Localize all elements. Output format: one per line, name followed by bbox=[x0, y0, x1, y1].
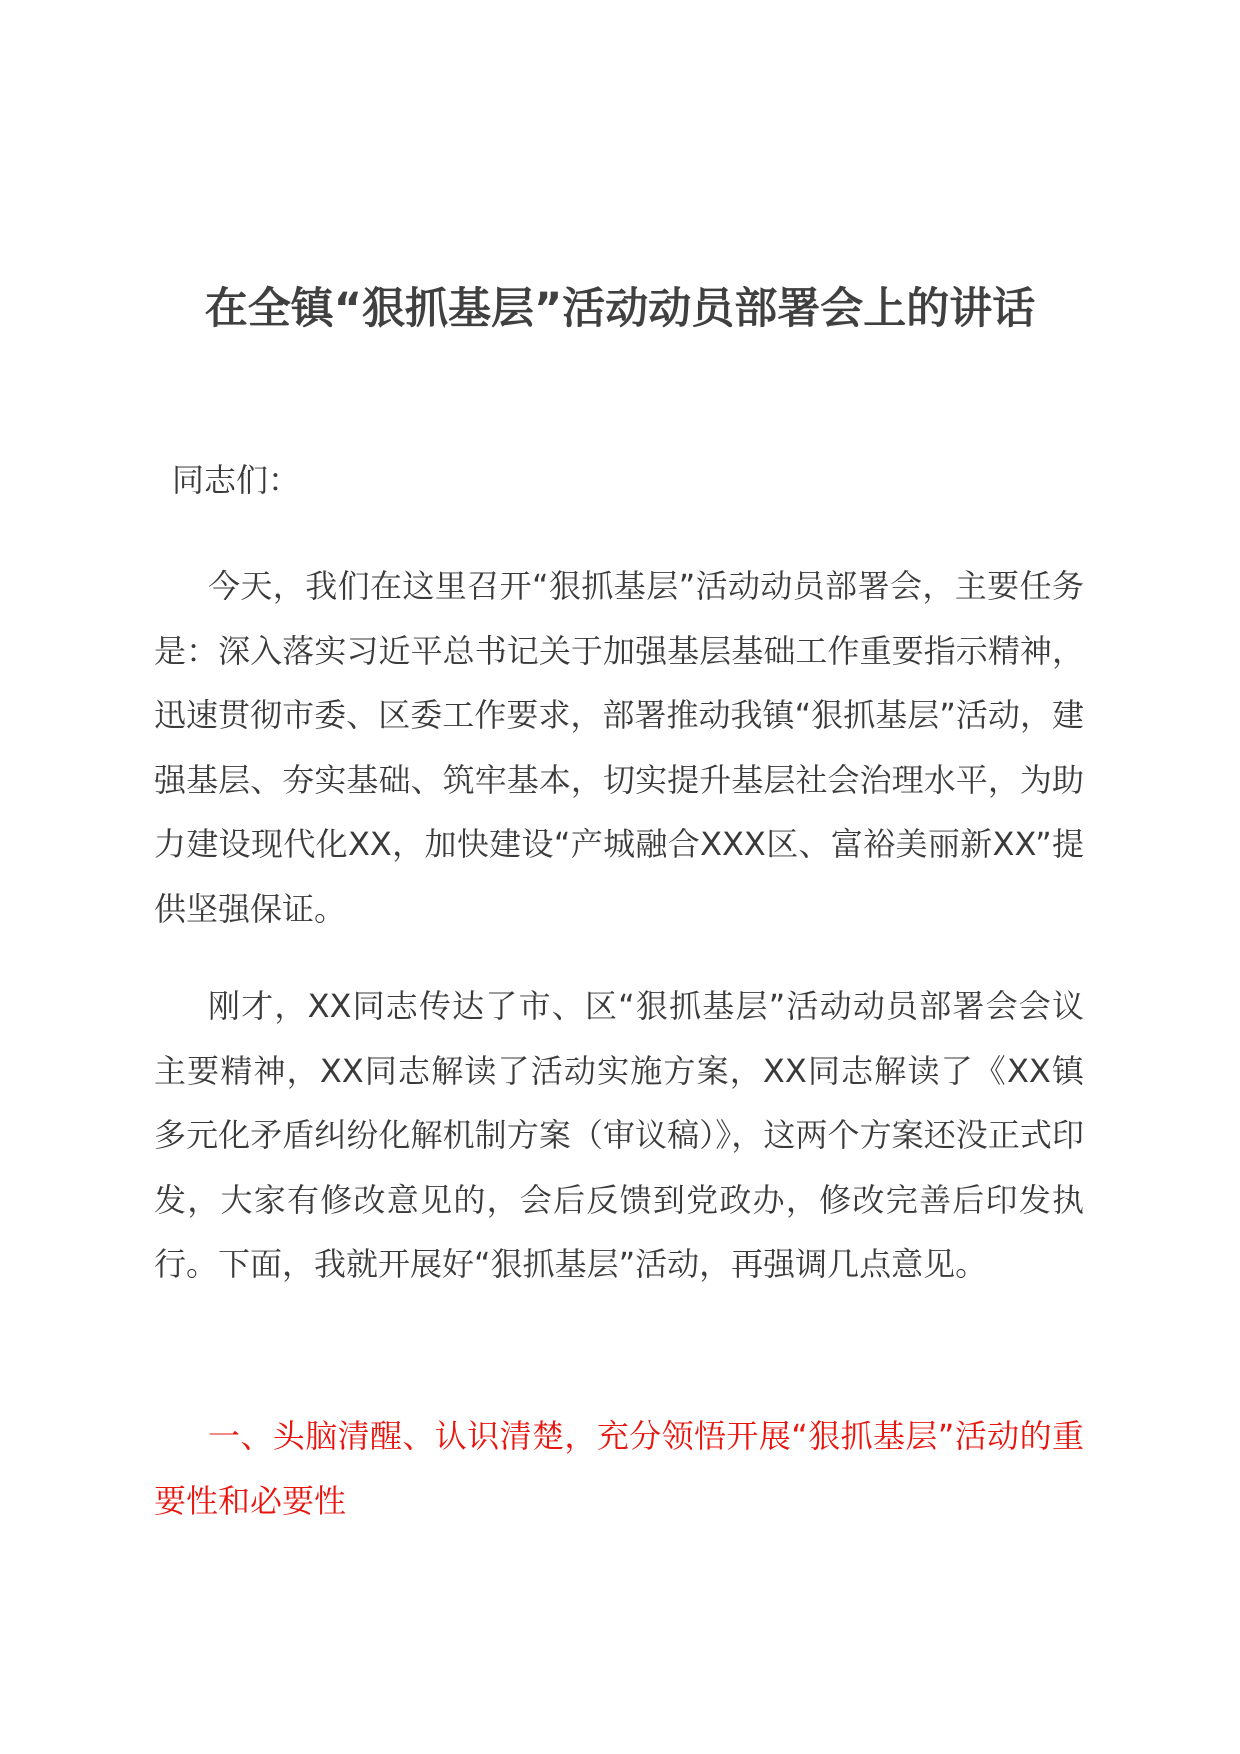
document-title: 在全镇“狠抓基层”活动动员部署会上的讲话 bbox=[204, 284, 1036, 334]
paragraph-intro: 今天，我们在这里召开“狠抓基层”活动动员部署会，主要任务是：深入落实习近平总书记关于加强基层基础工作重要指示精神，迅速贯彻市委、区委工作要求，部署推动我镇“狠抓基层”活动，建强基层、夯实基础、筑牢基本，切实提升基层社会治理水平，为助力建设现代化XX，加快建设“产城融合XXX区、富裕美丽新XX”提供坚强保证。 bbox=[154, 567, 1084, 928]
greeting-line: 同志们： bbox=[172, 461, 301, 499]
section-heading-one: 一、头脑清醒、认识清楚，充分领悟开展“狠抓基层”活动的重要性和必要性 bbox=[154, 1417, 1084, 1520]
paragraph-summary: 刚才，XX同志传达了市、区“狠抓基层”活动动员部署会会议主要精神，XX同志解读了活动实施方案，XX同志解读了《XX镇多元化矛盾纠纷化解机制方案（审议稿）》，这两个方案还没正式印发，大家有修改意见的，会后反馈到党政办，修改完善后印发执行。下面，我就开展好“狠抓基层”活动，再强调几点意见。 bbox=[154, 987, 1084, 1284]
